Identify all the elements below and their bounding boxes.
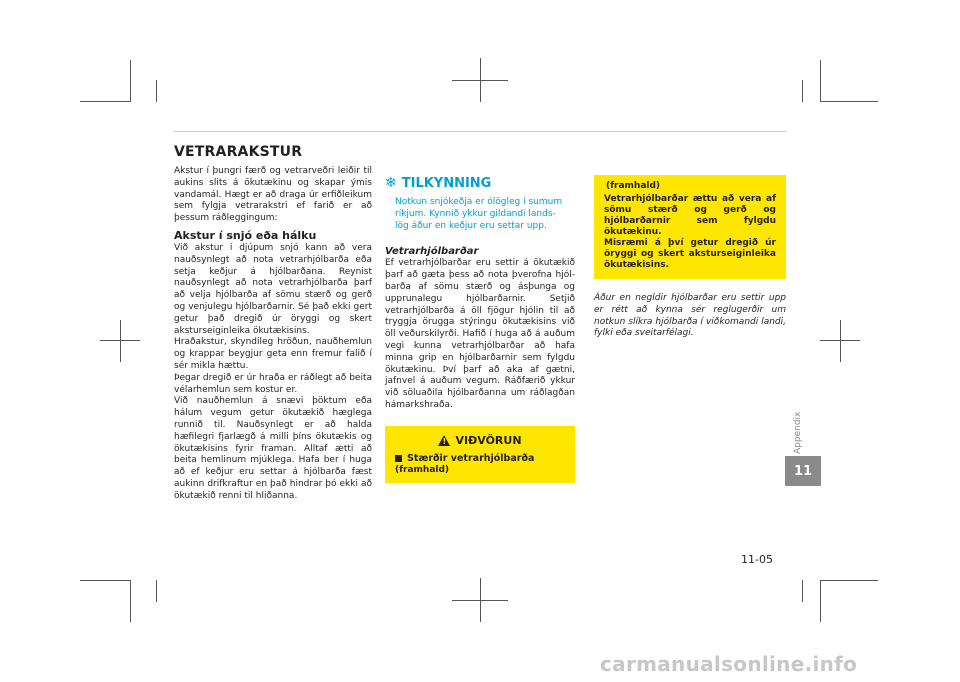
crop-mark <box>452 80 508 81</box>
warning-text: Misræmi á því getur dregið úr öryggi og skert aksturseiginleika ökutækisins. <box>604 238 776 270</box>
notice-text: Notkun snjókeðja er ólögleg í sumum ríkjum. Kynnið ykkur gildandi lands-lög áður en keðjur eru settar upp. <box>395 197 563 231</box>
crop-mark <box>156 580 157 602</box>
crop-mark <box>820 101 878 102</box>
crop-mark <box>820 60 821 102</box>
paragraph: Við akstur í djúpum snjó kann að vera nauðsynlegt að nota vetrarhjólbarða eða setja keðjur á hjólbarðana. Reynist nauðsynlegt að nota vetrarhjólbarða þarf að velja hjólbarða af sömu stærð og gerð og venjulegu hjólbarðarnir. Sé það ekki gert getur það dregið úr öryggi og skert aksturseiginleika ökutækisins. <box>174 242 372 336</box>
crop-mark <box>156 80 157 102</box>
page-number: 11-05 <box>741 553 773 566</box>
header-rule <box>174 131 786 132</box>
italic-note: Áður en negldir hjólbarðar eru settir upp er rétt að kynna sér reglugerðir um notkun slíkra hjólbarða í viðkomandi landi, fylki eða sveitarfélagi. <box>594 293 786 339</box>
crop-mark <box>130 580 131 622</box>
warning-continued-box <box>594 175 786 279</box>
column-3 <box>594 175 786 340</box>
paragraph: Þegar dregið er úr hraða er ráðlegt að beita vélarhemlun sem kostur er. <box>174 372 372 395</box>
paragraph: Við nauðhemlun á snævi þöktum eða hálum vegum getur ökutækið hæglega runnið til. Nauðsynlegt er að halda hæfilegri fjarlægð á milli þíns ökutækis og ökutækisins fyrir framan. Alltaf ætti að beita hemlinum mjúklega. Hafa ber í huga að ef keðjur eru settar á hjólbarða fæst aukinn drifkraftur en það hindrar þó ekki að ökutækið renni til hliðanna. <box>174 396 372 501</box>
warning-item: Stærðir vetrarhjólbarða <box>395 453 565 464</box>
crop-mark <box>80 580 130 581</box>
paragraph: Ef vetrarhjólbarðar eru settir á ökutækið þarf að gæta þess að nota þverofna hjól- barða af sömu stærð og ásþunga og upprunalegu hjólbarðarnir. Setjið vetrarhjólbarða á öll fjögur hjólin til að tryggja örugga stýringu ökutækisins við öll veðurskilyrði. Hafið í huga að á auðum vegi kunna vetrarhjólbarðar að hafa minna grip en hjólbarðarnir sem fylgdu ökutækinu. Því þarf að aka af gætni, jafnvel á auðum vegum. Ráðfærið ykkur við söluaðila hjólbarðanna um ráðlagðan hámarkshraða. <box>385 258 575 410</box>
intro-paragraph: Akstur í þungri færð og vetrarveðri leiðir til aukins slits á ökutækinu og skapar ýmis vandamál. Hægt er að draga úr erfiðleikum sem fylgja vetrarakstri ef farið er að þessum ráðleggingum: <box>174 166 372 224</box>
crop-mark <box>130 60 131 102</box>
snowflake-icon: ❄ <box>385 175 397 191</box>
warning-title: VIÐVÖRUN <box>455 433 522 447</box>
continued-label: (framhald) <box>606 181 661 191</box>
crop-mark <box>80 101 130 102</box>
watermark: carmanualsonline.info <box>600 652 858 676</box>
warning-triangle-icon: ! <box>438 435 450 446</box>
warning-text: Vetrarhjólbarðar ættu að vera af sömu stærð og gerð og hjólbarðarnir sem fylgdu ökutækinu. <box>604 194 776 237</box>
crop-mark <box>840 320 841 362</box>
column-2 <box>385 175 575 483</box>
paragraph: Hraðakstur, skyndileg hröðun, nauðhemlun og krappar beygjur geta enn fremur falið í sér mikla hættu. <box>174 337 372 371</box>
continued-label: (framhald) <box>395 464 450 475</box>
column-1 <box>174 144 372 503</box>
notice-heading <box>385 175 575 191</box>
chapter-tab: 11 <box>785 456 821 486</box>
warning-heading <box>395 434 565 447</box>
square-bullet-icon <box>395 455 402 462</box>
crop-mark <box>820 580 878 581</box>
crop-mark <box>452 600 508 601</box>
page-title: VETRARAKSTUR <box>174 144 303 160</box>
crop-mark <box>802 80 803 102</box>
crop-mark <box>820 340 860 341</box>
crop-mark <box>100 340 140 341</box>
crop-mark <box>820 580 821 622</box>
crop-mark <box>120 320 121 362</box>
section-heading: Akstur í snjó eða hálku <box>174 228 317 242</box>
warning-box <box>385 426 575 483</box>
appendix-label: Appendix <box>793 411 803 455</box>
subheading: Vetrarhjólbarðar <box>385 246 479 258</box>
notice-title: TILKYNNING <box>401 175 492 191</box>
crop-mark <box>802 580 803 602</box>
